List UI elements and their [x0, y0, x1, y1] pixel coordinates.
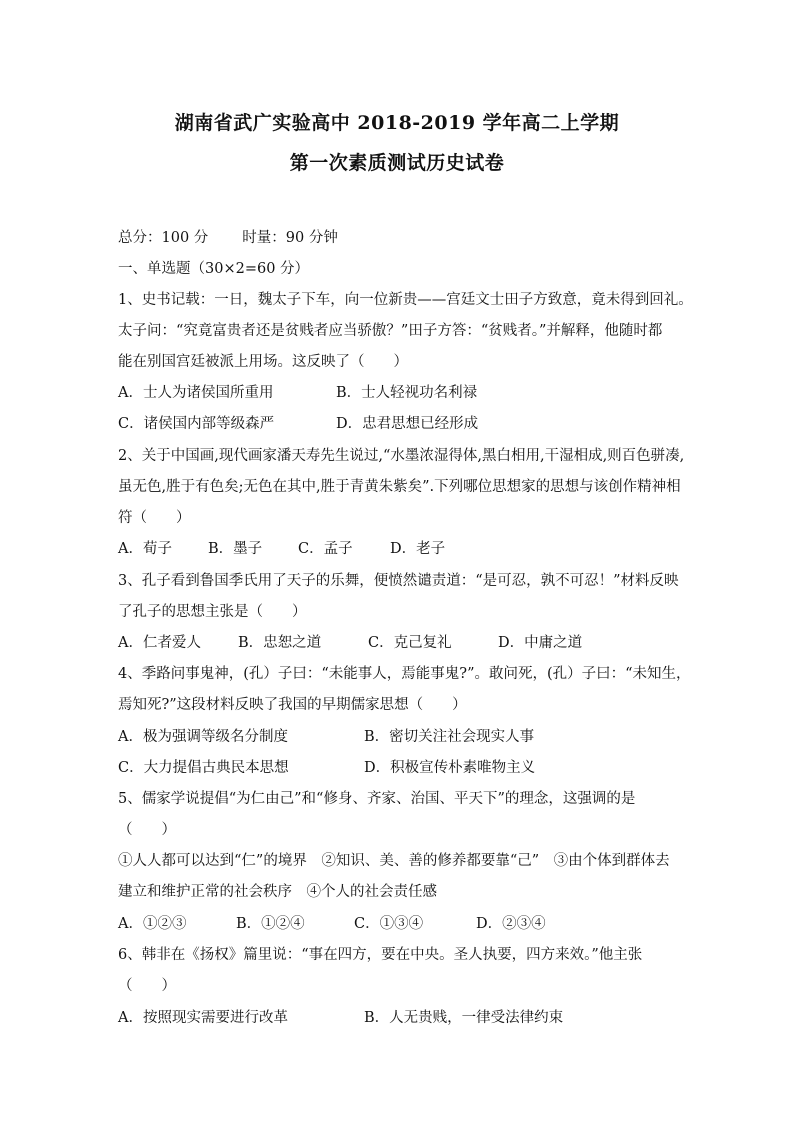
option-row	[118, 539, 445, 559]
exam-meta	[118, 228, 338, 248]
question-line: ①人人都可以达到“仁”的境界 ②知识、美、善的修养都要靠“己” ③由个体到群体去	[118, 853, 670, 869]
total-score: 总分：100 分	[118, 230, 209, 246]
option-row	[118, 727, 534, 747]
option-c: C．①③④	[354, 916, 424, 932]
question-line: 5、儒家学说提倡“为仁由己”和“修身、齐家、治国、平天下”的理念，这强调的是	[118, 791, 636, 807]
title-line-2: 第一次素质测试历史试卷	[289, 152, 505, 174]
option-d: D．积极宣传朴素唯物主义	[364, 760, 536, 776]
question-line: 太子问：“究竟富贵者还是贫贱者应当骄傲？”田子方答：“贫贱者。”并解释，他随时都	[118, 323, 663, 339]
question-line: 3、孔子看到鲁国季氏用了天子的乐舞，便愤然谴责道：“是可忍，孰不可忍！”材料反映	[118, 573, 679, 589]
option-b: B．人无贵贱，一律受法律约束	[364, 1010, 564, 1026]
option-b: B．忠恕之道	[238, 635, 322, 651]
option-d: D．忠君思想已经形成	[336, 416, 479, 432]
question-line: 4、季路问事鬼神，(孔）子曰：“未能事人，焉能事鬼?”。敢问死，(孔）子曰：“未知生，	[118, 666, 691, 682]
section-heading: 一、单选题（30×2=60 分）	[118, 261, 310, 277]
option-b: B．士人轻视功名利禄	[336, 385, 478, 401]
question-line: 焉知死?”这段材料反映了我国的早期儒家思想（ ）	[118, 697, 467, 713]
option-row	[118, 383, 477, 403]
option-d: D．老子	[390, 541, 446, 557]
option-b: B．墨子	[208, 541, 263, 557]
question-line: 2、关于中国画,现代画家潘天寿先生说过,“水墨浓湿得体,黑白相用,干湿相成,则百色骈凑,	[118, 448, 685, 464]
option-a: A．极为强调等级名分制度	[118, 729, 288, 745]
option-b: B．①②④	[236, 916, 305, 932]
option-row	[118, 914, 546, 934]
option-row	[118, 633, 582, 653]
option-c: C．诸侯国内部等级森严	[118, 416, 275, 432]
question-line: （ ）	[118, 978, 176, 994]
option-c: C．克己复礼	[368, 635, 452, 651]
option-d: D．中庸之道	[498, 635, 583, 651]
question-line: 6、韩非在《扬权》篇里说：“事在四方，要在中央。圣人执要，四方来效。”他主张	[118, 947, 643, 963]
option-b: B．密切关注社会现实人事	[364, 729, 535, 745]
question-line: 建立和维护正常的社会秩序 ④个人的社会责任感	[118, 884, 437, 900]
option-a: A．按照现实需要进行改革	[118, 1010, 288, 1026]
title-line-1: 湖南省武广实验高中 2018-2019 学年高二上学期	[174, 112, 620, 134]
time-limit: 时量：90 分钟	[242, 230, 338, 246]
option-c: C．孟子	[298, 541, 353, 557]
option-d: D．②③④	[476, 916, 546, 932]
question-line: 符（ ）	[118, 510, 191, 526]
option-row	[118, 1008, 563, 1028]
option-c: C．大力提倡古典民本思想	[118, 760, 289, 776]
option-a: A．士人为诸侯国所重用	[118, 385, 274, 401]
option-a: A．仁者爱人	[118, 635, 201, 651]
option-row	[118, 414, 478, 434]
option-a: A．①②③	[118, 916, 187, 932]
question-line: 虽无色,胜于有色矣;无色在其中,胜于青黄朱紫矣”.下列哪位思想家的思想与该创作精神相	[118, 479, 681, 495]
question-line: 能在别国宫廷被派上用场。这反映了（ ）	[118, 354, 408, 370]
option-a: A．荀子	[118, 541, 172, 557]
question-line: 1、史书记载：一日，魏太子下车，向一位新贵——宫廷文士田子方致意，竟未得到回礼。	[118, 292, 693, 308]
question-line: 了孔子的思想主张是（ ）	[118, 604, 307, 620]
question-line: （ ）	[118, 822, 176, 838]
option-row	[118, 758, 535, 778]
